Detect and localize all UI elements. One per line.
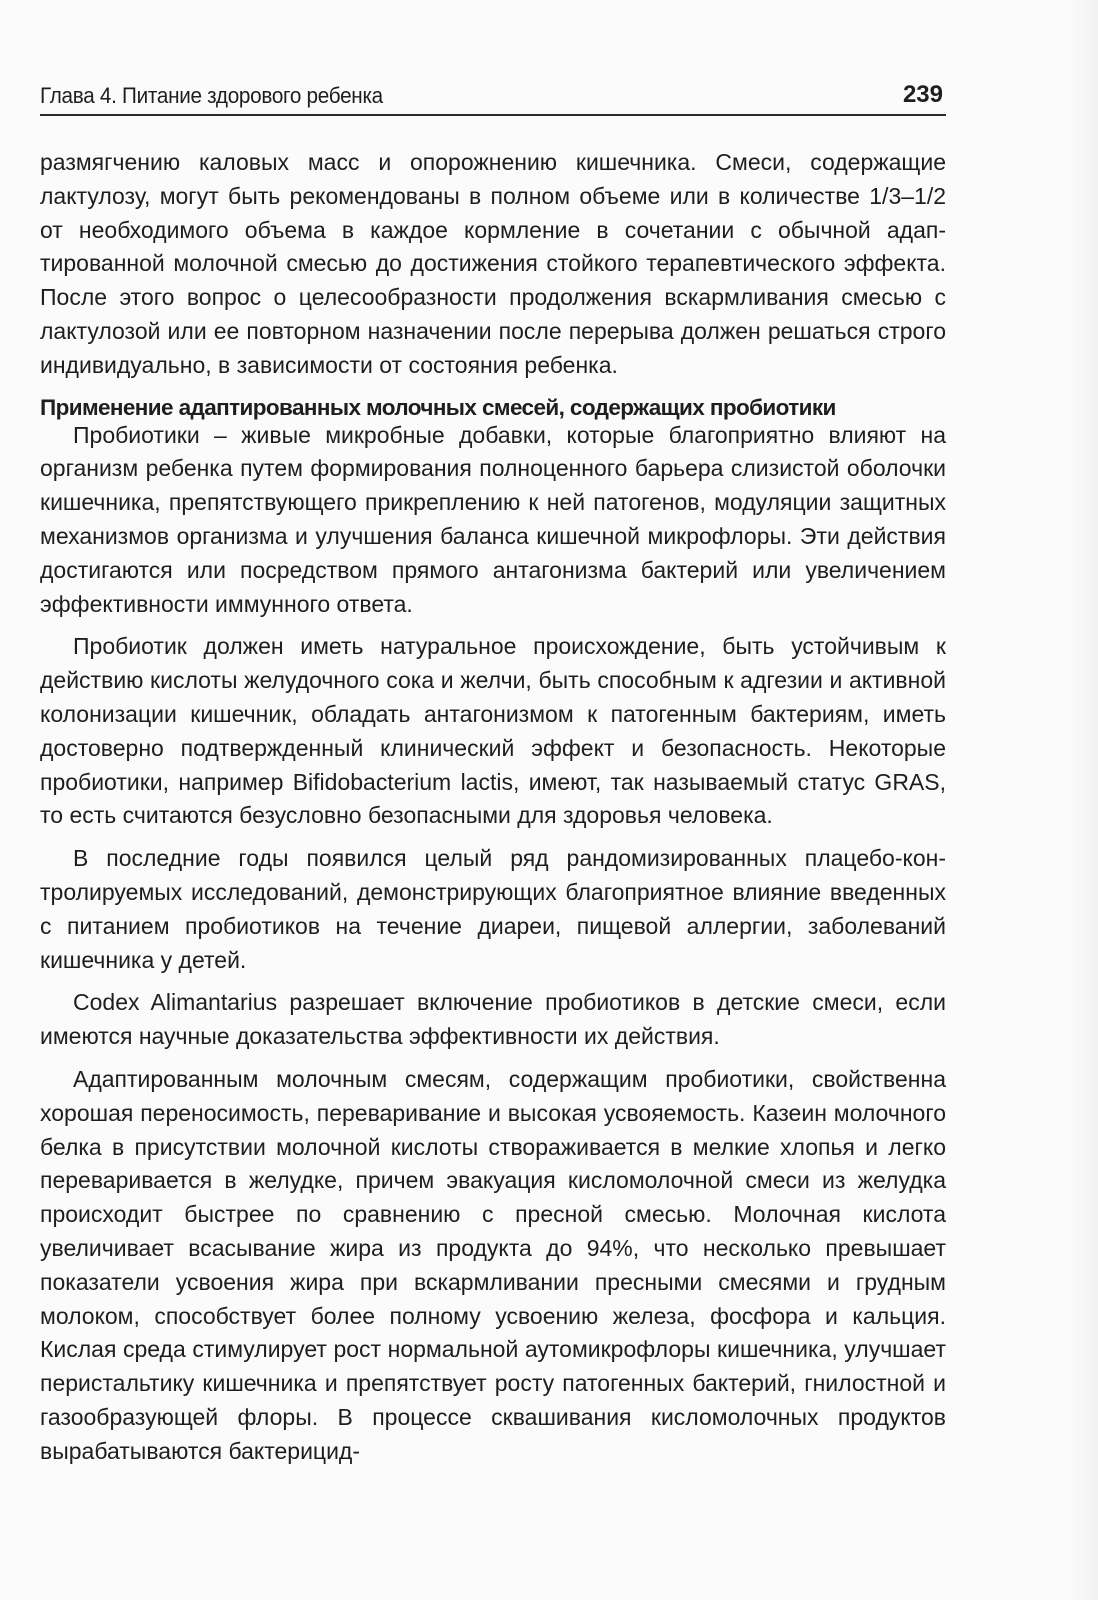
paragraph-recent-studies: В последние годы появился целый ряд рандомизированных плацебо-контролируемых исследований, демонстрирующих благоприятное влияние введенных с питанием пробиотиков на течение диареи, пищевой аллергии, заболеваний кишечника у детей. bbox=[40, 845, 946, 973]
running-head: Глава 4. Питание здорового ребенка bbox=[40, 83, 383, 108]
paragraph-probiotics-definition: Пробиотики – живые микробные добавки, которые благоприятно влияют на организм ребенка путем формирования полноценного барьера слизистой оболочки кишечника, препятствующего прикреплению к ней патогенов, модуляции защитных механизмов организма и улучшения баланса кишечной микрофлоры. Эти действия достигаются или посредством прямого антагонизма бактерий или увеличением эффективности иммунного ответа. bbox=[40, 421, 946, 617]
paragraph-probiotic-requirements: Пробиотик должен иметь натуральное происхождение, быть устойчивым к действию кислоты желудочного сока и желчи, быть способным к адгезии и активной колонизации кишечник, обладать антагонизмом к патогенным бактериям, иметь достоверно подтвержденный клинический эффект и безопасность. Некоторые пробиотики, например Bifidobacterium lactis, имеют, так называемый статус GRAS, то есть считаются безусловно безопасными для здоровья человека. bbox=[40, 633, 946, 829]
body-text bbox=[40, 146, 946, 1477]
page-number: 239 bbox=[902, 81, 943, 108]
section-heading: Применение адаптированных молочных смесей, содержащих пробиотики bbox=[40, 394, 836, 420]
paragraph-codex: Codex Alimantarius разрешает включение пробиотиков в детские смеси, если имеются научные доказательства эффективности их действия. bbox=[40, 989, 946, 1050]
scan-edge-shadow bbox=[1068, 0, 1098, 1600]
page-header bbox=[40, 80, 946, 116]
paragraph-continued: размягчению каловых масс и опорожнению кишечника. Смеси, содержащие лактулозу, могут быть рекомендованы в полном объеме или в количестве 1/3–1/2 от необходимого объема в каждое кормление в сочетании с обычной адаптированной молочной смесью до достижения стойкого терапевтического эффекта. После этого вопрос о целесообразности продолжения вскармливания смесью с лактулозой или ее повторном назначении после перерыва должен решаться строго индивидуально, в зависимости от состояния ребенка. bbox=[40, 149, 946, 378]
paragraph-adapted-formulas: Адаптированным молочным смесям, содержащим пробиотики, свойственна хорошая переносимость, переваривание и высокая усвояемость. Казеин молочного белка в присутствии молочной кислоты створаживается в мелкие хлопья и легко переваривается в желудке, причем эвакуация кисломолочной смеси из желудка происходит быстрее по сравнению с пресной смесью. Молочная кислота увеличивает всасывание жира из продукта до 94%, что несколько превышает показатели усвоения жира при вскармливании пресными смесями и грудным молоком, способствует более полному усвоению железа, фосфора и кальция. Кислая среда стимулирует рост нормальной аутомикрофлоры кишечника, улучшает перистальтику кишечника и препятствует росту патогенных бактерий, гнилостной и газообразующей флоры. В процессе сквашивания кисломолочных продуктов вырабатываются бактерицид- bbox=[40, 1065, 946, 1464]
